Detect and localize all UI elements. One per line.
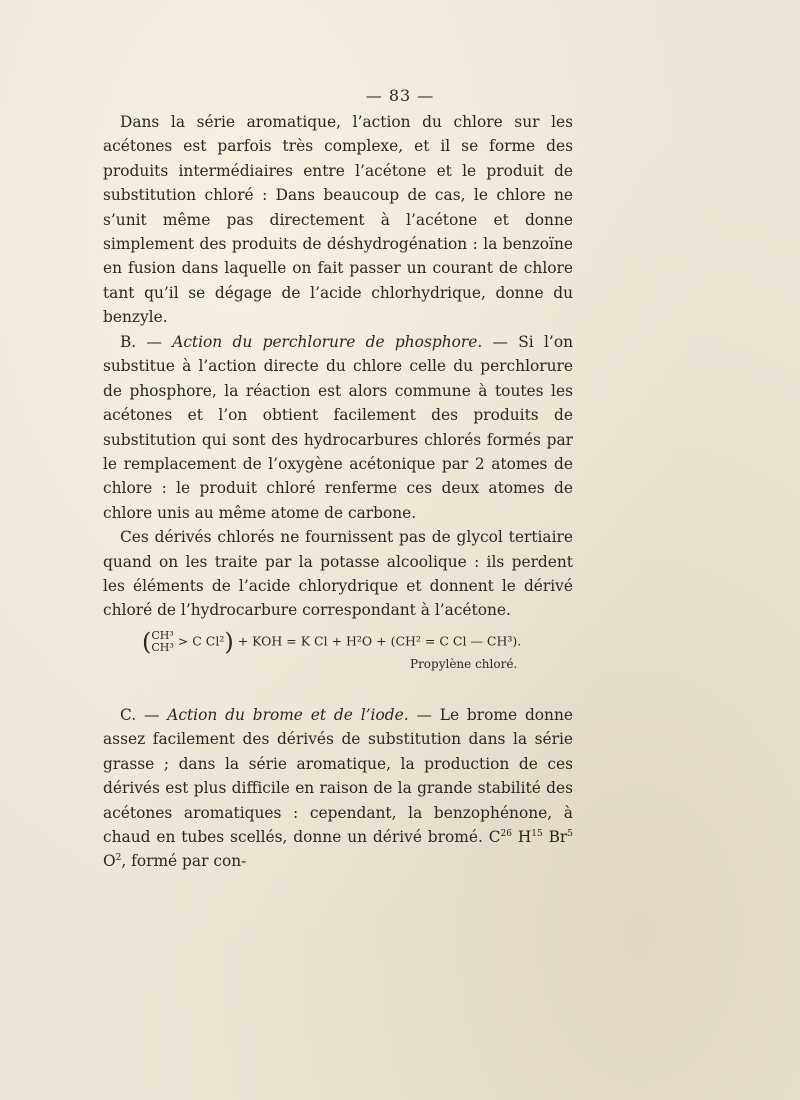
- paragraph-text: Dans la série aromatique, l’action du chlore sur les acétones est parfois très complexe, et il se forme des produits intermédiaires entre l’acétone et le produit de substitution chloré : Dans beaucoup de cas, le chlore ne s’unit même pas directement à l’acétone et donne simplement des produits de déshydrogénation : la benzoïne en fusion dans laquelle on fait passer un courant de chlore tant qu’il se dégage de l’acide chlorhydrique, donne du benzyle.: [103, 113, 573, 327]
- section-prefix: B. —: [120, 333, 173, 351]
- paragraph-perchlorure: [103, 330, 573, 525]
- equation-body: C Cl²: [192, 633, 225, 649]
- equation-fraction: [151, 630, 173, 654]
- paragraph-text: — Si l’on substitue à l’action directe du chlore celle du perchlorure de phosphore, la réaction est alors commune à toutes les acétones et l’on obtient facilement des produits de substitution qui sont des hydrocarbures chlorés formés par le remplacement de l’oxygène acétonique par 2 atomes de chlore : le produit chloré renferme ces deux atomes de chlore unis au même atome de carbone.: [103, 333, 573, 522]
- page-number: — 83 —: [365, 86, 435, 105]
- section-heading: Action du brome et de l’iode.: [167, 706, 409, 724]
- inline-formula: $C^{26}$ $H^{15}$ Br$^5$ $O^2$: [103, 828, 573, 871]
- equation-rest: + KOH = K Cl + H²O + (CH² = C Cl — CH³).: [237, 633, 522, 649]
- paragraph-chlore-aromatique: [103, 110, 573, 330]
- section-c: [103, 703, 573, 874]
- chemical-equation: (CH³ CH³ > C Cl²) + KOH = K Cl + H²O + (CH² = C Cl — CH³).: [142, 628, 522, 656]
- equation-bottom: CH³: [151, 641, 174, 654]
- paragraph-text-end: , formé par con-: [121, 852, 247, 871]
- equation-top: CH³: [151, 629, 174, 642]
- equation-label: Propylène chloré.: [410, 657, 518, 671]
- paragraph-brome-iode: [103, 703, 573, 874]
- section-b: [103, 330, 573, 623]
- section-prefix: C. —: [120, 706, 168, 724]
- paragraph-derives-chlores: Ces dérivés chlorés ne fournissent pas de glycol tertiaire quand on les traite par la potasse alcoolique : ils perdent les éléments de l’acide chlorydrique et donnent le dérivé chloré de l’hydrocarbure correspondant à l’acétone.: [103, 528, 573, 620]
- section-heading: Action du perchlorure de phosphore.: [172, 333, 483, 351]
- paragraph-text: — Le brome donne assez facilement des dérivés de substitution dans la série grasse ; dans la série aromatique, la production de ces dérivés est plus difficile en raison de la grande stabilité des acétones aromatiques : cependant, la benzophénone, à chaud en tubes scellés, donne un dérivé bromé.: [103, 706, 573, 847]
